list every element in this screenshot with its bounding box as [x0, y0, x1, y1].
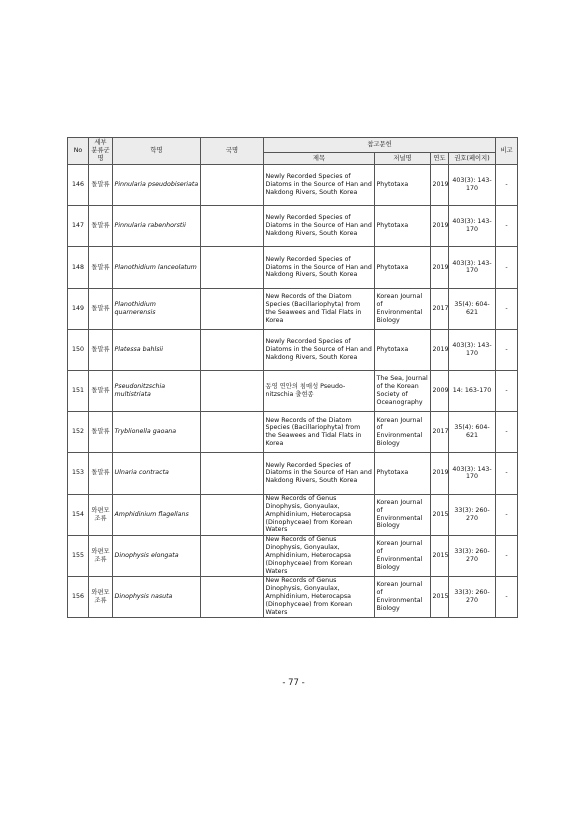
- cell-journal: The Sea, Journal of the Korean Society of Oceanography: [375, 370, 431, 411]
- cell-scientific-name: Pseudonitzschia multistriata: [113, 370, 201, 411]
- cell-group: 돌말류: [89, 247, 113, 288]
- table-row: [68, 494, 518, 535]
- cell-title: Newly Recorded Species of Diatoms in the Source of Han and Nakdong Rivers, South Korea: [264, 329, 375, 370]
- cell-title: New Records of Genus Dinophysis, Gonyaulax, Amphidinium, Heterocapsa (Dinophyceae) from Korean Waters: [264, 576, 375, 617]
- cell-journal: Phytotaxa: [375, 206, 431, 247]
- cell-korean-name: [201, 329, 264, 370]
- header-no: No: [68, 138, 89, 165]
- cell-note: -: [496, 370, 518, 411]
- cell-volume-pages: 403(3): 143-170: [449, 165, 496, 206]
- table-row: [68, 370, 518, 411]
- cell-no: 155: [68, 535, 89, 576]
- cell-volume-pages: 33(3): 260-270: [449, 535, 496, 576]
- cell-journal: Korean Journal of Environmental Biology: [375, 576, 431, 617]
- cell-note: -: [496, 453, 518, 494]
- cell-korean-name: [201, 206, 264, 247]
- cell-journal: Phytotaxa: [375, 247, 431, 288]
- cell-title: 동영 연안의 침매성 Pseudo-nitzschia 출현종: [264, 370, 375, 411]
- cell-year: 2017: [431, 412, 449, 453]
- cell-korean-name: [201, 288, 264, 329]
- table-row: [68, 206, 518, 247]
- cell-group: 돌말류: [89, 329, 113, 370]
- cell-group: 돌말류: [89, 206, 113, 247]
- cell-korean-name: [201, 494, 264, 535]
- header-title: 제목: [264, 153, 375, 165]
- cell-note: -: [496, 329, 518, 370]
- cell-volume-pages: 33(3): 260-270: [449, 576, 496, 617]
- cell-note: -: [496, 165, 518, 206]
- cell-scientific-name: Planothidium lanceolatum: [113, 247, 201, 288]
- table-row: [68, 535, 518, 576]
- table-row: [68, 576, 518, 617]
- cell-volume-pages: 35(4): 604-621: [449, 288, 496, 329]
- cell-volume-pages: 403(3): 143-170: [449, 206, 496, 247]
- cell-no: 152: [68, 412, 89, 453]
- cell-korean-name: [201, 247, 264, 288]
- cell-scientific-name: Pinnularia rabenhorstii: [113, 206, 201, 247]
- cell-note: -: [496, 494, 518, 535]
- cell-title: Newly Recorded Species of Diatoms in the Source of Han and Nakdong Rivers, South Korea: [264, 247, 375, 288]
- cell-year: 2019: [431, 165, 449, 206]
- cell-scientific-name: Amphidinium flagellans: [113, 494, 201, 535]
- page-number: - 77 -: [282, 678, 305, 688]
- cell-group: 와편모조류: [89, 535, 113, 576]
- cell-title: Newly Recorded Species of Diatoms in the Source of Han and Nakdong Rivers, South Korea: [264, 453, 375, 494]
- cell-title: Newly Recorded Species of Diatoms in the Source of Han and Nakdong Rivers, South Korea: [264, 206, 375, 247]
- cell-group: 돌말류: [89, 412, 113, 453]
- cell-korean-name: [201, 165, 264, 206]
- cell-group: 돌말류: [89, 165, 113, 206]
- cell-group: 와편모조류: [89, 576, 113, 617]
- cell-year: 2009: [431, 370, 449, 411]
- cell-volume-pages: 403(3): 143-170: [449, 453, 496, 494]
- cell-korean-name: [201, 576, 264, 617]
- cell-note: -: [496, 576, 518, 617]
- cell-note: -: [496, 247, 518, 288]
- cell-volume-pages: 33(3): 260-270: [449, 494, 496, 535]
- table-row: [68, 247, 518, 288]
- table-row: [68, 412, 518, 453]
- table-row: [68, 453, 518, 494]
- cell-no: 146: [68, 165, 89, 206]
- cell-no: 151: [68, 370, 89, 411]
- header-journal: 저널명: [375, 153, 431, 165]
- cell-no: 150: [68, 329, 89, 370]
- header-group: 세부 분류군명: [89, 138, 113, 165]
- cell-korean-name: [201, 370, 264, 411]
- cell-title: Newly Recorded Species of Diatoms in the Source of Han and Nakdong Rivers, South Korea: [264, 165, 375, 206]
- cell-no: 154: [68, 494, 89, 535]
- cell-journal: Korean Journal of Environmental Biology: [375, 494, 431, 535]
- cell-note: -: [496, 535, 518, 576]
- cell-scientific-name: Planothidium quarnerensis: [113, 288, 201, 329]
- table-row: [68, 288, 518, 329]
- cell-volume-pages: 403(3): 143-170: [449, 329, 496, 370]
- table-body: [68, 165, 518, 618]
- cell-note: -: [496, 412, 518, 453]
- cell-journal: Phytotaxa: [375, 329, 431, 370]
- cell-year: 2019: [431, 329, 449, 370]
- cell-korean-name: [201, 535, 264, 576]
- cell-no: 147: [68, 206, 89, 247]
- header-korean-name: 국명: [201, 138, 264, 165]
- cell-note: -: [496, 206, 518, 247]
- cell-year: 2015: [431, 576, 449, 617]
- cell-group: 돌말류: [89, 370, 113, 411]
- cell-title: New Records of Genus Dinophysis, Gonyaulax, Amphidinium, Heterocapsa (Dinophyceae) from Korean Waters: [264, 494, 375, 535]
- cell-scientific-name: Tryblionella gaoana: [113, 412, 201, 453]
- cell-no: 149: [68, 288, 89, 329]
- cell-title: New Records of Genus Dinophysis, Gonyaulax, Amphidinium, Heterocapsa (Dinophyceae) from Korean Waters: [264, 535, 375, 576]
- cell-korean-name: [201, 453, 264, 494]
- cell-title: New Records of the Diatom Species (Bacillariophyta) from the Seawees and Tidal Flats in Korea: [264, 288, 375, 329]
- cell-journal: Korean Journal of Environmental Biology: [375, 535, 431, 576]
- cell-group: 와편모조류: [89, 494, 113, 535]
- header-year: 연도: [431, 153, 449, 165]
- table-row: [68, 165, 518, 206]
- cell-journal: Phytotaxa: [375, 165, 431, 206]
- cell-scientific-name: Platessa bahlsii: [113, 329, 201, 370]
- cell-journal: Korean Journal of Environmental Biology: [375, 288, 431, 329]
- table-row: [68, 329, 518, 370]
- cell-year: 2019: [431, 453, 449, 494]
- cell-year: 2017: [431, 288, 449, 329]
- cell-volume-pages: 403(3): 143-170: [449, 247, 496, 288]
- cell-journal: Korean Journal of Environmental Biology: [375, 412, 431, 453]
- cell-journal: Phytotaxa: [375, 453, 431, 494]
- cell-year: 2019: [431, 206, 449, 247]
- cell-title: New Records of the Diatom Species (Bacillariophyta) from the Seawees and Tidal Flats in Korea: [264, 412, 375, 453]
- cell-korean-name: [201, 412, 264, 453]
- cell-note: -: [496, 288, 518, 329]
- cell-volume-pages: 35(4): 604-621: [449, 412, 496, 453]
- table-header: [68, 138, 518, 165]
- cell-scientific-name: Dinophysis nasuta: [113, 576, 201, 617]
- species-reference-table: [67, 137, 518, 618]
- cell-group: 돌말류: [89, 288, 113, 329]
- cell-year: 2019: [431, 247, 449, 288]
- header-note: 비고: [496, 138, 518, 165]
- cell-scientific-name: Ulnaria contracta: [113, 453, 201, 494]
- cell-volume-pages: 14: 163-170: [449, 370, 496, 411]
- cell-scientific-name: Pinnularia pseudobiseriata: [113, 165, 201, 206]
- header-scientific-name: 학명: [113, 138, 201, 165]
- cell-no: 148: [68, 247, 89, 288]
- cell-group: 돌말류: [89, 453, 113, 494]
- cell-scientific-name: Dinophysis elongata: [113, 535, 201, 576]
- cell-year: 2015: [431, 535, 449, 576]
- cell-year: 2015: [431, 494, 449, 535]
- header-volume-pages: 권호(페이지): [449, 153, 496, 165]
- cell-no: 156: [68, 576, 89, 617]
- cell-no: 153: [68, 453, 89, 494]
- header-reference: 참고문헌: [264, 138, 496, 153]
